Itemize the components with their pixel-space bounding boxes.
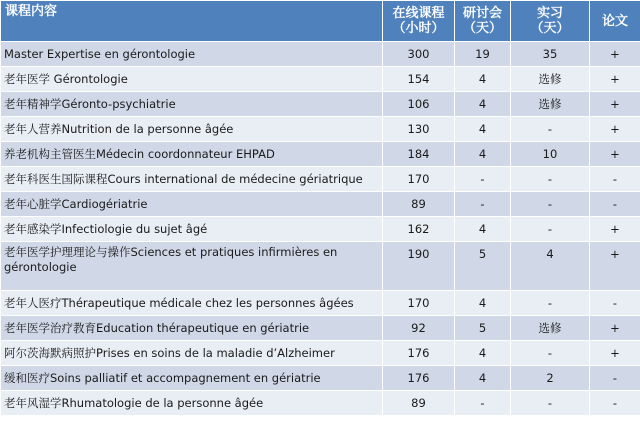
- internship-days-cell: 4: [511, 242, 590, 291]
- thesis-cell: +: [590, 341, 640, 366]
- seminar-days-cell: 4: [455, 291, 511, 316]
- table-row: [1, 142, 640, 167]
- table-row: [1, 192, 640, 217]
- online-hours-cell: 300: [383, 42, 455, 67]
- internship-days-cell: -: [511, 217, 590, 242]
- internship-days-cell: -: [511, 341, 590, 366]
- course-name-cell: 老年医学 Gérontologie: [1, 67, 383, 92]
- header-online-hours: [383, 1, 455, 42]
- internship-days-cell: 35: [511, 42, 590, 67]
- table-header-row: [1, 1, 640, 42]
- thesis-cell: +: [590, 67, 640, 92]
- seminar-days-cell: -: [455, 192, 511, 217]
- course-name-cell: Master Expertise en gérontologie: [1, 42, 383, 67]
- header-seminar-line2: （天）: [462, 21, 502, 36]
- seminar-days-cell: 5: [455, 316, 511, 341]
- thesis-cell: +: [590, 42, 640, 67]
- thesis-cell: +: [590, 92, 640, 117]
- internship-days-cell: 选修: [511, 67, 590, 92]
- internship-days-cell: 选修: [511, 92, 590, 117]
- thesis-cell: +: [590, 117, 640, 142]
- course-name-cell: 老年感染学Infectiologie du sujet âgé: [1, 217, 383, 242]
- thesis-cell: -: [590, 291, 640, 316]
- thesis-cell: -: [590, 167, 640, 192]
- course-name-cell: 老年风湿学Rhumatologie de la personne âgée: [1, 391, 383, 416]
- thesis-cell: -: [590, 366, 640, 391]
- internship-days-cell: -: [511, 391, 590, 416]
- header-thesis-label: 论文: [601, 13, 628, 29]
- header-seminar-line1: 研讨会: [462, 6, 502, 21]
- header-course-label: 课程内容: [5, 4, 58, 19]
- thesis-cell: +: [590, 242, 640, 291]
- table-row: [1, 391, 640, 416]
- internship-days-cell: -: [511, 291, 590, 316]
- table-row: [1, 366, 640, 391]
- header-seminar-days: [455, 1, 511, 42]
- table-row: [1, 92, 640, 117]
- course-name-cell: 老年科医生国际课程Cours international de médecine gériatrique: [1, 167, 383, 192]
- seminar-days-cell: 5: [455, 242, 511, 291]
- seminar-days-cell: 4: [455, 142, 511, 167]
- course-name-cell: 养老机构主管医生Médecin coordonnateur EHPAD: [1, 142, 383, 167]
- online-hours-cell: 184: [383, 142, 455, 167]
- seminar-days-cell: 19: [455, 42, 511, 67]
- course-name-cell: 老年人医疗Thérapeutique médicale chez les personnes âgées: [1, 291, 383, 316]
- seminar-days-cell: 4: [455, 341, 511, 366]
- table-row: [1, 316, 640, 341]
- table-row: [1, 167, 640, 192]
- online-hours-cell: 170: [383, 167, 455, 192]
- course-name-cell: 阿尔茨海默病照护Prises en soins de la maladie d’Alzheimer: [1, 341, 383, 366]
- seminar-days-cell: 4: [455, 217, 511, 242]
- table-row: [1, 67, 640, 92]
- internship-days-cell: 选修: [511, 316, 590, 341]
- header-online-line1: 在线课程: [392, 6, 445, 21]
- internship-days-cell: -: [511, 167, 590, 192]
- course-name-cell: 老年精神学Géronto-psychiatrie: [1, 92, 383, 117]
- seminar-days-cell: -: [455, 391, 511, 416]
- online-hours-cell: 176: [383, 366, 455, 391]
- online-hours-cell: 162: [383, 217, 455, 242]
- online-hours-cell: 106: [383, 92, 455, 117]
- header-internship-line1: 实习: [536, 6, 563, 21]
- online-hours-cell: 89: [383, 192, 455, 217]
- thesis-cell: +: [590, 217, 640, 242]
- seminar-days-cell: -: [455, 167, 511, 192]
- course-name-cell: 老年心脏学Cardiogériatrie: [1, 192, 383, 217]
- header-online-line2: （小时）: [392, 21, 445, 36]
- online-hours-cell: 170: [383, 291, 455, 316]
- header-internship-line2: （天）: [530, 21, 570, 36]
- course-name-cell: 老年人营养Nutrition de la personne âgée: [1, 117, 383, 142]
- online-hours-cell: 154: [383, 67, 455, 92]
- internship-days-cell: 10: [511, 142, 590, 167]
- seminar-days-cell: 4: [455, 67, 511, 92]
- table-row: [1, 117, 640, 142]
- seminar-days-cell: 4: [455, 92, 511, 117]
- online-hours-cell: 190: [383, 242, 455, 291]
- table-row: [1, 341, 640, 366]
- table-row: [1, 217, 640, 242]
- course-name-cell: 老年医学治疗教育Education thérapeutique en gériatrie: [1, 316, 383, 341]
- thesis-cell: -: [590, 192, 640, 217]
- internship-days-cell: 2: [511, 366, 590, 391]
- internship-days-cell: -: [511, 192, 590, 217]
- table-row: [1, 42, 640, 67]
- online-hours-cell: 176: [383, 341, 455, 366]
- table-row: [1, 242, 640, 291]
- online-hours-cell: 92: [383, 316, 455, 341]
- seminar-days-cell: 4: [455, 117, 511, 142]
- course-name-cell: 老年医学护理理论与操作Sciences et pratiques infirmières en gérontologie: [1, 242, 383, 291]
- thesis-cell: +: [590, 316, 640, 341]
- online-hours-cell: 130: [383, 117, 455, 142]
- header-internship-days: [511, 1, 590, 42]
- internship-days-cell: -: [511, 117, 590, 142]
- seminar-days-cell: 4: [455, 366, 511, 391]
- header-thesis: [590, 1, 640, 42]
- course-name-cell: 缓和医疗Soins palliatif et accompagnement en gériatrie: [1, 366, 383, 391]
- table-row: [1, 291, 640, 316]
- thesis-cell: -: [590, 391, 640, 416]
- header-course: [1, 1, 383, 42]
- online-hours-cell: 89: [383, 391, 455, 416]
- thesis-cell: +: [590, 142, 640, 167]
